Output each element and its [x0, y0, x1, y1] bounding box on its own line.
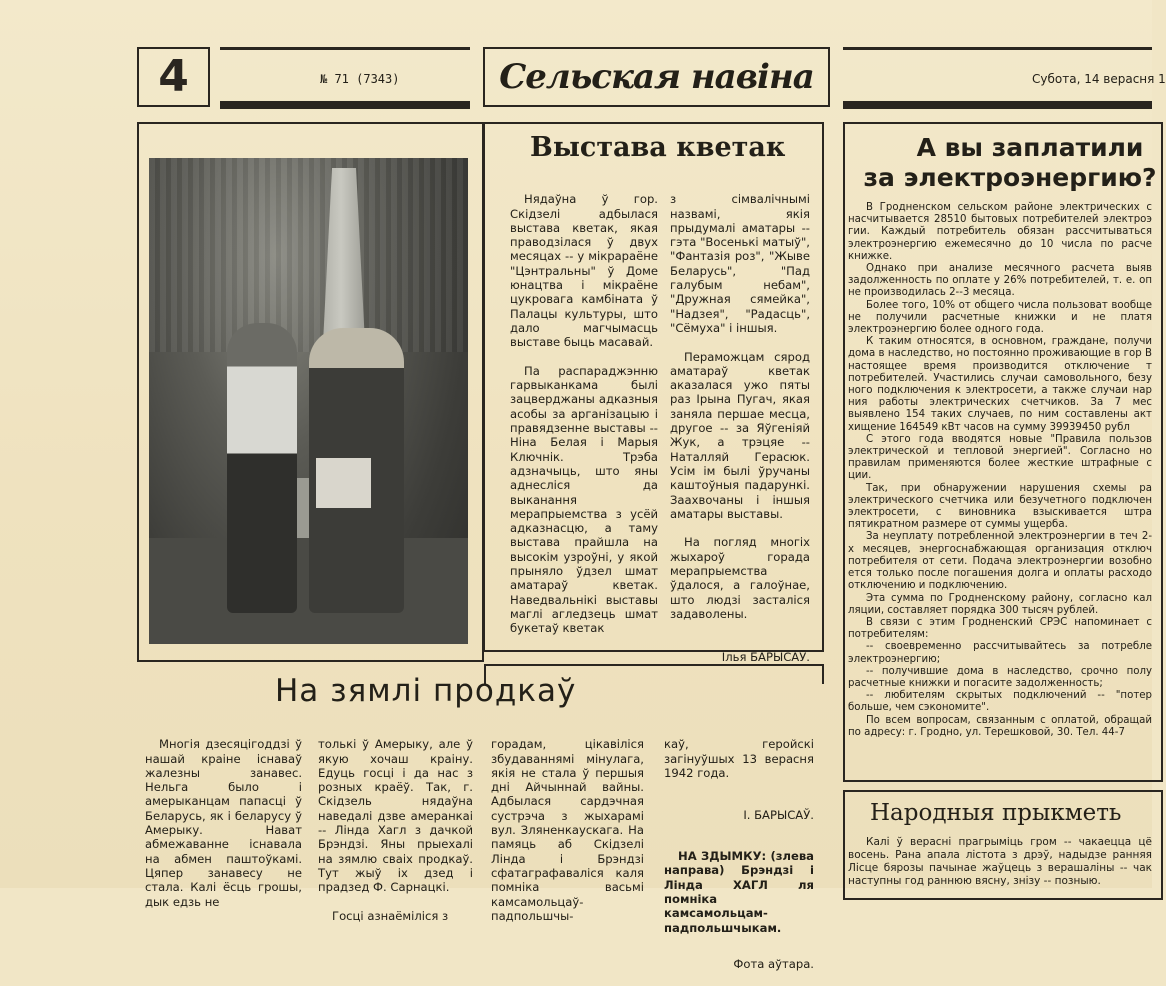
- author: І. БАРЫСАЎ.: [743, 808, 814, 823]
- paragraph: Па распараджэнню гарвыканкама былі зацверджаны адказныя асобы за арганізацыю і правядзенне выставы -- Ніна Белая і Марыя Ключнік. Трэба адзначыць, што яны аднесліся да выканання мерапрыемства з усёй адказнасцю, а таму выстава прайшла на высокім узроўні, у якой прыняло ўдзел шмат аматараў кветак. Наведвальнікі выставы маглі агледзець шмат букетаў кветак: [510, 363, 658, 636]
- article2-column-3: [491, 723, 644, 937]
- article-title-na-zyamli: На зямлі продкаў: [275, 673, 577, 709]
- paragraph: В Гродненском сельском районе электрических с насчитывается 28510 бытовых потребителей электроэ гии. Каждый потребитель обязан рассчитываться электроэнергию ежемесячно до 10 числа по расче книжке.: [848, 202, 1152, 262]
- paragraph: Нядаўна ў гор. Скідзелі адбылася выстава кветак, якая праводзілася ў двух месяцах -- у мікрараёне "Цэнтральны" ў Доме юнацтва і мікраёне цукровага камбіната ў Палацы культуры, што дало магчымасць выставе быць масавай.: [510, 192, 658, 350]
- article2-column-2: [318, 723, 473, 937]
- paragraph: -- своевременно рассчитывайтесь за потребле электроэнергию;: [848, 641, 1152, 665]
- paragraph: Так, при обнаружении нарушения схемы ра электрического счетчика или безучетного подключен электросети, с виновника взыскивается штра пятикратном размере от суммы ущерба.: [848, 482, 1152, 531]
- paragraph: толькі ў Амерыку, але ў якую хочаш краіну. Едуць госці і да нас з розных краёў. Так, г. Скідзель нядаўна наведалі дзве амеранкаі -- Лінда Хагл з дачкой Брэндзі. Яны прыехалі на зямлю сваіх продкаў. Тут жыў іх дзед і прадзед Ф. Сарнацкі.: [318, 737, 473, 895]
- article4-body: [848, 836, 1152, 888]
- paragraph: В связи с этим Гродненский СРЭС напоминает с потребителям:: [848, 616, 1152, 641]
- paragraph: горадам, цікавіліся збудаваннямі мінулага, якія не стала ў першыя дні Айчыннай вайны. Адбылася сардэчная сустрэча з жыхарамі вул. Зляненкаускага. На памяць аб Скідзелі Лінда і Брэндзі сфатаграфаваліся каля помніка васьмі камсамольцаў-падпольшчы-: [491, 737, 644, 923]
- photo-caption: НА ЗДЫМКУ: (злева направа) Брэндзі і Лінда ХАГЛ ля помніка камсамольцам-падпольшчыкам.: [664, 849, 814, 935]
- article2-column-4: [664, 723, 814, 986]
- paragraph: Эта сумма по Гродненскому району, согласно кал ляции, составляет порядка 300 тысяч рублей.: [848, 592, 1152, 616]
- paragraph: С этого года вводятся новые "Правила пользов электрической и тепловой энергией". Согласно но правилам применяются более жесткие штрафные с ции.: [848, 433, 1152, 482]
- paragraph: Многія дзесяцігоддзі ў нашай краіне існаваў жалезны занавес. Нельга было і амерыканцам папасці ў Беларусь, як і беларусу ў Амерыку. Нават абмежаванне існавала на абмен паштоўкамі. Цяпер занавесу не стала. Калі ёсць грошы, дык едзь не: [145, 737, 302, 909]
- header-rule: [220, 101, 470, 109]
- paragraph: Более того, 10% от общего числа пользоват вообще не получили расчетные книжки и не платя электроэнергию более одного года.: [848, 299, 1152, 336]
- page-number: 4: [137, 47, 210, 107]
- article-title-vystava: Выстава кветак: [530, 132, 786, 163]
- article1-column-1: [510, 178, 658, 650]
- paragraph: За неуплату потребленной электроэнергии в теч 2-х месяцев, энергоснабжающая организация отключ потребителя от сети. Подача электроэнергии возобно ется только после погашения долга и оплаты расходо отключению и подключению.: [848, 531, 1152, 592]
- paragraph: з сімвалічнымі назвамі, якія прыдумалі аматары -- гэта "Восенькі матыў", "Фантазія роз", "Жыве Беларусь", "Пад галубым небам", "Дружная сямейка", "Надзея", "Радасць", "Сёмуха" і іншыя.: [670, 192, 810, 335]
- issue-date: Субота, 14 верасня 1: [1032, 72, 1166, 86]
- paragraph: По всем вопросам, связанным с оплатой, обращай по адресу: г. Гродно, ул. Терешковой, 30. Тел. 44-7: [848, 714, 1152, 738]
- masthead: Сельская навіна: [483, 47, 830, 107]
- article-title-electricity: [863, 133, 1160, 193]
- paragraph: Госці азнаёміліся з: [332, 908, 449, 923]
- paragraph: Однако при анализе месячного расчета выяв задолженность по оплате у 26% потребителей, т. е. оп не производилась 2--3 месяца.: [848, 263, 1152, 299]
- paragraph: каў, геройскі загінуўшых 13 верасня 1942 года.: [664, 737, 814, 780]
- header-rule: [843, 101, 1152, 109]
- paragraph: К таким относятся, в основном, граждане, получи дома в наследство, но постоянно проживающие в гор В настоящее время производится отключение т потребителей. Участились случаи самовольного, безу ного подключения к электросети, а также случаи нар ния работы электрических счетчиков. За 7 мес выявлено 154 таких случаев, по ним составлены акт хищение 164549 кВт часов на сумму 39939450 рубл: [848, 336, 1152, 433]
- paragraph: -- получившие дома в наследство, срочно полу расчетные книжки и погасите задолженность;: [848, 665, 1152, 689]
- article1-column-2: [670, 178, 810, 678]
- issue-number: № 71 (7343): [320, 72, 400, 86]
- author: Ілья БАРЫСАЎ.: [721, 649, 810, 664]
- article2-column-1: [145, 723, 302, 923]
- title-line: за электроэнергию?: [863, 163, 1157, 192]
- article-title-prykmety: Народныя прыкметь: [870, 800, 1122, 826]
- title-line: А вы заплатили: [916, 133, 1144, 162]
- photo-credit: Фота аўтара.: [733, 957, 814, 972]
- header-rule: [220, 47, 470, 50]
- paragraph: На погляд многіх жыхароў горада мерапрыемства ўдалося, а галоўнае, што людзі засталіся задаволены.: [670, 535, 810, 621]
- paragraph: Калі ў верасні прагрымiць гром -- чакаецца цё восень. Рана апала лістота з дрэў, надыдзе ранняя Лісце бярозы пачынае жаўцець з верашаліны -- чак наступны год раннюю вясну, знізу -- позныю.: [848, 836, 1152, 887]
- paragraph: -- любителям скрытых подключений -- "потер больше, чем сэкономите".: [848, 690, 1152, 714]
- article3-body: [848, 202, 1152, 739]
- paragraph: Пераможцам сярод аматараў кветак аказалася ужо пяты раз Ірына Пугач, якая заняла першае месца, другое -- за Яўгеніяй Жук, а трэцяе -- Наталляй Герасюк. Усім ім былі ўручаны каштоўныя падарункі. Заахвочаны і іншыя аматары выставы.: [670, 349, 810, 521]
- photo: [149, 158, 468, 644]
- header-rule: [843, 47, 1152, 50]
